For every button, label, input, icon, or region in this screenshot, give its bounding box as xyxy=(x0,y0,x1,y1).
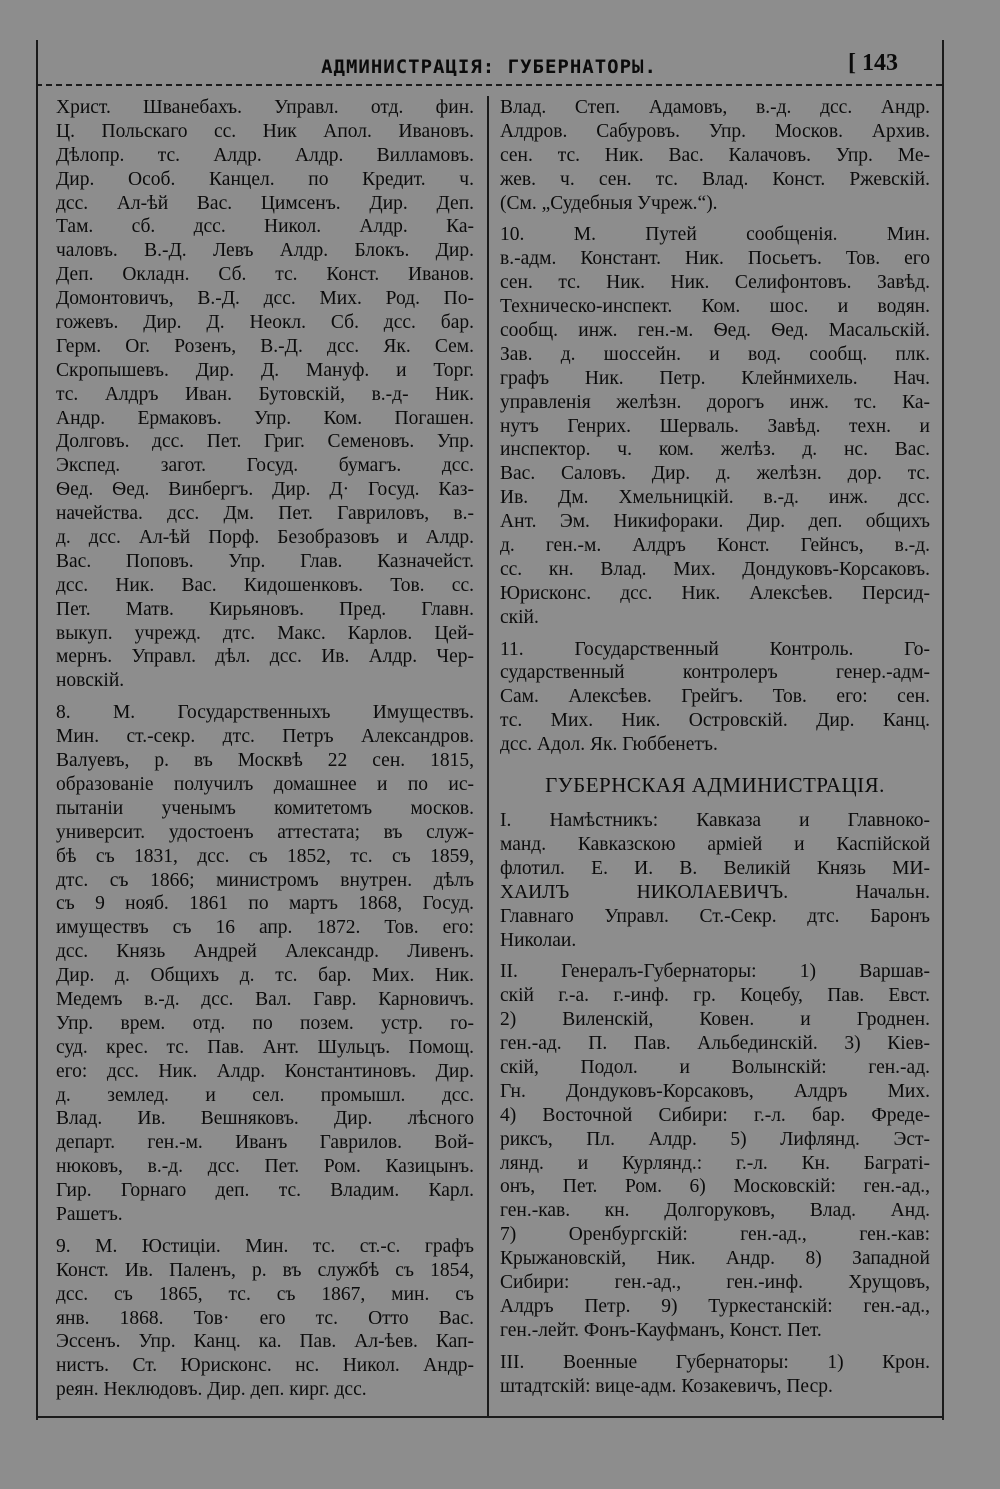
text-line: Деп. Окладн. Сб. тс. Конст. Иванов. xyxy=(56,264,474,286)
text-line: Ѳед. Ѳед. Винбергъ. Дир. Д· Госуд. Каз- xyxy=(56,479,474,501)
running-header xyxy=(36,44,942,88)
text-line: в.-адм. Констант. Ник. Посьетъ. Тов. его xyxy=(500,248,930,270)
text-line: Рашетъ. xyxy=(56,1203,123,1225)
paragraph-gap xyxy=(500,952,930,960)
text-line: Влад. Ив. Вешняковъ. Дир. лѣсного xyxy=(56,1108,474,1130)
text-line: ген.-ад. П. Пав. Альбединскій. 3) Кіев- xyxy=(500,1033,930,1055)
text-line: скій, Подол. и Волынскій: ген.-ад. xyxy=(500,1056,930,1078)
text-line: имуществъ съ 16 апр. 1872. Тов. его: xyxy=(56,917,474,939)
text-line: сен. тс. Ник. Ник. Селифонтовъ. Завѣд. xyxy=(500,272,930,294)
text-line: III. Военные Губернаторы: 1) Крон. xyxy=(500,1351,930,1373)
text-line: Юрисконс. дсс. Ник. Алексѣев. Персид- xyxy=(500,582,930,604)
column-divider xyxy=(487,96,489,1416)
text-line: ХАИЛЪ НИКОЛАЕВИЧЪ. Начальн. xyxy=(500,881,930,903)
text-line: Влад. Степ. Адамовъ, в.-д. дсс. Андр. xyxy=(500,97,930,118)
text-line: департ. ген.-м. Иванъ Гаврилов. Вой- xyxy=(56,1132,474,1154)
text-line: нюковъ, в.-д. дсс. Пет. Ром. Казицынъ. xyxy=(56,1156,474,1178)
text-line: д. дсс. Ал-ѣй Порф. Безобразовъ и Алдр. xyxy=(56,527,474,549)
text-line: сообщ. инж. ген.-м. Ѳед. Ѳед. Масальскій. xyxy=(500,320,930,342)
text-line: сен. тс. Ник. Вас. Калачовъ. Упр. Ме- xyxy=(500,144,930,166)
text-line: д. ген.-м. Алдръ Конст. Гейнсъ, в.-д. xyxy=(500,535,930,557)
paragraph-gap xyxy=(500,630,930,638)
text-line: онъ, Пет. Ром. 6) Московскій: ген.-ад., xyxy=(500,1176,930,1198)
text-line: суд. крес. тс. Пав. Ант. Шульцъ. Помощ. xyxy=(56,1036,474,1058)
text-line: нистъ. Ст. Юрисконс. нс. Никол. Андр- xyxy=(56,1355,474,1377)
text-line: 7) Оренбургскій: ген.-ад., ген.-кав: xyxy=(500,1224,930,1246)
text-line: начейства. дсс. Дм. Пет. Гавриловъ, в.- xyxy=(56,503,474,525)
text-line: скій г.-а. г.-инф. гр. Коцебу, Пав. Евст. xyxy=(500,985,930,1007)
paragraph-gap xyxy=(56,693,474,701)
text-line: дсс. Ал-ѣй Вас. Цимсенъ. Дир. Деп. xyxy=(56,192,474,214)
text-line: Зав. д. шоссейн. и вод. сообщ. плк. xyxy=(500,343,930,365)
text-line: реян. Неклюдовъ. Дир. деп. кирг. дсс. xyxy=(56,1379,367,1401)
paragraph-gap xyxy=(500,215,930,223)
text-line: съ 9 нояб. 1861 по мартъ 1868, Госуд. xyxy=(56,893,474,915)
text-line: инспектор. ч. ком. желѣз. д. нс. Вас. xyxy=(500,439,930,461)
text-line: Гир. Горнаго деп. тс. Владим. Карл. xyxy=(56,1180,474,1202)
text-line: 2) Виленскій, Ковен. и Гроднен. xyxy=(500,1009,930,1031)
text-line: Экспед. загот. Госуд. бумагъ. дсс. xyxy=(56,455,474,477)
text-line: тс. Алдръ Иван. Бутовскій, в.-д- Ник. xyxy=(56,383,474,405)
text-line: Ив. Дм. Хмельницкій. в.-д. инж. дсс. xyxy=(500,487,930,509)
text-line: пытаніи ученымъ комитетомъ москов. xyxy=(56,797,474,819)
text-line: Герм. Ог. Розенъ, В.-Д. дсс. Як. Сем. xyxy=(56,335,474,357)
text-line: Упр. врем. отд. по позем. устр. го- xyxy=(56,1012,474,1034)
paragraph-gap xyxy=(500,1343,930,1351)
text-line: его: дсс. Ник. Алдр. Константиновъ. Дир. xyxy=(56,1060,474,1082)
text-line: I. Намѣстникъ: Кавказа и Главноко- xyxy=(500,810,930,832)
text-line: сс. кн. Влад. Мих. Дондуковъ-Корсаковъ. xyxy=(500,558,930,580)
text-line: Скропышевъ. Дир. Д. Мануф. и Торг. xyxy=(56,359,474,381)
text-line: Ант. Эм. Никифораки. Дир. деп. общихъ xyxy=(500,511,930,533)
text-line: ген.-лейт. Фонъ-Кауфманъ, Конст. Пет. xyxy=(500,1319,822,1341)
text-line: Алдров. Сабуровъ. Упр. Москов. Архив. xyxy=(500,120,930,142)
text-line: Сам. Алексѣев. Грейгъ. Тов. его: сен. xyxy=(500,686,930,708)
text-line: Медемъ в.-д. дсс. Вал. Гавр. Карновичъ. xyxy=(56,988,474,1010)
text-line: управленія желѣзн. дорогъ инж. тс. Ка- xyxy=(500,391,930,413)
text-line: мернъ. Управл. дѣл. дсс. Ив. Алдр. Чер- xyxy=(56,646,474,668)
text-line: Конст. Ив. Паленъ, р. въ службѣ съ 1854, xyxy=(56,1259,474,1281)
text-line: 10. М. Путей сообщенія. Мин. xyxy=(500,224,930,246)
text-line: Вас. Саловъ. Дир. д. желѣзн. дор. тс. xyxy=(500,463,930,485)
text-line: Сибири: ген.-ад., ген.-инф. Хрущовъ, xyxy=(500,1271,930,1293)
bottom-rule xyxy=(36,1416,942,1418)
text-line: чаловъ. В.-Д. Левъ Алдр. Блокъ. Дир. xyxy=(56,240,474,262)
text-line: Андр. Ермаковъ. Упр. Ком. Погашен. xyxy=(56,407,474,429)
text-line: Николаи. xyxy=(500,929,577,951)
text-line: Дир. Особ. Канцел. по Кредит. ч. xyxy=(56,168,474,190)
text-line: штадтскій: вице-адм. Козакевичъ, Песр. xyxy=(500,1375,833,1397)
text-line: Пет. Матв. Кирьяновъ. Пред. Главн. xyxy=(56,598,474,620)
text-line: Главнаго Управл. Ст.-Секр. дтс. Баронъ xyxy=(500,905,930,927)
text-line: Техническо-инспект. Ком. шос. и водян. xyxy=(500,296,930,318)
text-line: дсс. съ 1865, тс. съ 1867, мин. съ xyxy=(56,1283,474,1305)
section-heading: ГУБЕРНСКАЯ АДМИНИСТРАЦІЯ. xyxy=(545,773,885,798)
text-line: Вас. Поповъ. Упр. Глав. Казначейст. xyxy=(56,550,474,572)
text-line: тс. Мих. Ник. Островскій. Дир. Канц. xyxy=(500,710,930,732)
text-line: лянд. и Курлянд.: г.-л. Кн. Багратi- xyxy=(500,1152,930,1174)
right-column-lower xyxy=(500,809,930,1398)
text-line: ген.-кав. кн. Долгоруковъ, Влад. Анд. xyxy=(500,1200,930,1222)
text-line: 4) Восточной Сибири: г.-л. бар. Фреде- xyxy=(500,1104,930,1126)
text-line: скій. xyxy=(500,606,539,628)
page-title: АДМИНИСТРАЦІЯ: ГУБЕРНАТОРЫ. xyxy=(321,56,657,78)
text-line: нутъ Генрих. Шерваль. Завѣд. техн. и xyxy=(500,415,930,437)
right-column-upper xyxy=(500,96,930,757)
text-line: (См. „Судебныя Учреж.“). xyxy=(500,192,718,214)
text-line: дсс. Князь Андрей Александр. Ливенъ. xyxy=(56,941,474,963)
text-line: 8. М. Государственныхъ Имуществъ. xyxy=(56,702,474,724)
text-line: дсс. Ник. Вас. Кидошенковъ. Тов. сс. xyxy=(56,574,474,596)
text-line: дсс. Адол. Як. Гюббенетъ. xyxy=(500,734,718,756)
left-column xyxy=(56,96,474,1402)
text-line: сударственный контролеръ генер.-адм- xyxy=(500,662,930,684)
text-line: Мин. ст.-секр. дтс. Петръ Александров. xyxy=(56,726,474,748)
text-line: Долговъ. дсс. Пет. Григ. Семеновъ. Упр. xyxy=(56,431,474,453)
header-rule xyxy=(36,84,942,86)
text-line: бѣ съ 1831, дсс. съ 1852, тс. съ 1859, xyxy=(56,845,474,867)
text-line: флотил. Е. И. В. Великій Князь МИ- xyxy=(500,857,930,879)
text-line: Валуевъ, р. въ Москвѣ 22 сен. 1815, xyxy=(56,750,474,772)
text-line: университ. удостоенъ аттестата; въ служ- xyxy=(56,821,474,843)
text-line: Дѣлопр. тс. Алдр. Алдр. Вилламовъ. xyxy=(56,144,474,166)
page-number: [ 143 xyxy=(848,50,898,76)
text-line: выкуп. учрежд. дтс. Макс. Карлов. Цей- xyxy=(56,622,474,644)
text-line: д. землед. и сел. промышл. дсс. xyxy=(56,1084,474,1106)
text-line: Гн. Дондуковъ-Корсаковъ, Алдръ Мих. xyxy=(500,1080,930,1102)
text-line: 9. М. Юстиціи. Мин. тс. ст.-с. графъ xyxy=(56,1235,474,1257)
text-line: гожевъ. Дир. Д. Неокл. Сб. дсс. бар. xyxy=(56,312,474,334)
text-line: риксъ, Пл. Алдр. 5) Лифлянд. Эст- xyxy=(500,1128,930,1150)
text-line: Христ. Шванебахъ. Управл. отд. фин. xyxy=(56,97,474,118)
text-line: дтс. съ 1866; министромъ внутрен. дѣлъ xyxy=(56,869,474,891)
text-line: янв. 1868. Тов· его тс. Отто Вас. xyxy=(56,1307,474,1329)
text-line: Алдръ Петр. 9) Туркестанскій: ген.-ад., xyxy=(500,1295,930,1317)
right-column xyxy=(500,96,930,1398)
text-line: Ц. Польскаго сс. Ник Апол. Ивановъ. xyxy=(56,120,474,142)
text-line: Крыжановскій, Ник. Андр. 8) Западной xyxy=(500,1248,930,1270)
text-line: жев. ч. сен. тс. Влад. Конст. Ржевскій. xyxy=(500,168,930,190)
text-line: графъ Ник. Петр. Клейнмихель. Нач. xyxy=(500,367,930,389)
text-line: Там. сб. дсс. Никол. Алдр. Ка- xyxy=(56,216,474,238)
text-line: II. Генералъ-Губернаторы: 1) Варшав- xyxy=(500,961,930,983)
text-line: новскій. xyxy=(56,670,125,692)
paragraph-gap xyxy=(56,1227,474,1235)
text-line: 11. Государственный Контроль. Го- xyxy=(500,638,930,660)
text-line: Домонтовичъ, В.-Д. дсс. Мих. Род. По- xyxy=(56,288,474,310)
text-line: Дир. д. Общихъ д. тс. бар. Мих. Ник. xyxy=(56,965,474,987)
text-line: Эссенъ. Упр. Канц. ка. Пав. Ал-ѣев. Кап- xyxy=(56,1331,474,1353)
text-line: манд. Кавказскою арміей и Каспійской xyxy=(500,833,930,855)
text-line: образованіе получилъ домашнее и по ис- xyxy=(56,773,474,795)
